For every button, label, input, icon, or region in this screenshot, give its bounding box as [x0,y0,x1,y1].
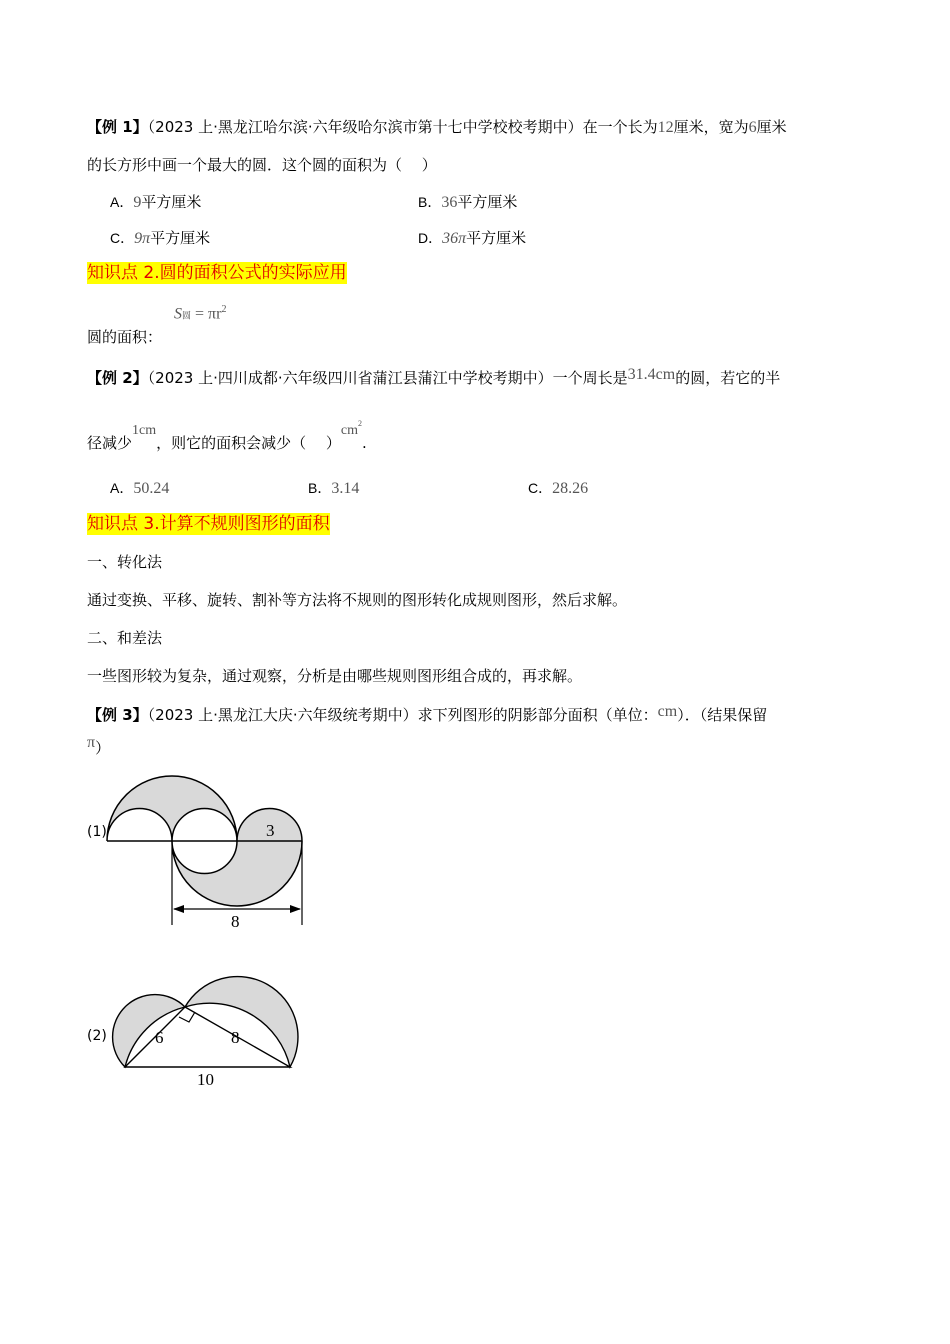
figure-2-side-b: 8 [231,1028,240,1047]
example-2-line-2: 径减少1cm，则它的面积会减少（ ）$cm^2$. [87,419,367,452]
example-1-source: （2023 上·黑龙江哈尔滨·六年级哈尔滨市第十七中学校校考期中）在一个长为 [147,118,658,136]
example-2-unit: cm [340,423,359,438]
example-2-option-b[interactable]: B．3.14 [308,480,360,497]
example-1-width: 6 [748,119,757,136]
example-3-unit: cm [657,703,678,720]
method-2-title: 二、和差法 [87,629,163,647]
figure-2-label: (2) [87,1028,107,1044]
figure-1-lower-shaded-region [172,809,302,906]
example-1-line-2: 的长方形中画一个最大的圆．这个圆的面积为（ ） [87,156,437,174]
example-1-length: 12 [657,119,674,136]
example-1-option-a[interactable]: A．9平方厘米 [110,193,202,211]
knowledge-point-2-heading: 知识点 2.圆的面积公式的实际应用 [87,263,347,283]
example-1-option-c[interactable]: C．9π平方厘米 [110,229,211,247]
figure-1-diagram [100,755,310,935]
knowledge-point-3-heading: 知识点 3.计算不规则图形的面积 [87,514,330,534]
figure-2-side-a: 6 [155,1028,164,1047]
method-1-title: 一、转化法 [87,553,163,571]
example-2-tag: 【例 2】 [87,369,148,387]
example-1-tag: 【例 1】 [87,118,148,136]
figure-2-base: 10 [197,1070,214,1089]
example-3-tag: 【例 3】 [87,706,148,724]
example-1-end: 厘米 [756,118,787,136]
figure-1-upper-shaded-region [107,776,237,841]
area-formula-label: 圆的面积： [87,328,163,346]
method-2-description: 一些图形较为复杂，通过观察，分析是由哪些规则图形组合成的，再求解。 [87,667,583,685]
method-1-description: 通过变换、平移、旋转、割补等方法将不规则的图形转化成规则图形，然后求解。 [87,591,628,609]
example-2-perimeter: 31.4cm [627,366,676,383]
example-2-option-c[interactable]: C．28.26 [528,480,589,497]
example-1-line-1 [87,117,787,138]
example-3-line-1: 【例 3】（2023 上·黑龙江大庆·六年级统考期中）求下列图形的阴影部分面积（单位：cm）．（结果保留 [87,703,768,724]
figure-1-dim-top: 3 [266,821,275,840]
example-2-line-1: 【例 2】（2023 上·四川成都·六年级四川省蒲江县蒲江中学校考期中）一个周长是31.4cm的圆，若它的半 [87,366,781,387]
example-3-line-2: π） [87,734,111,757]
figure-1-label: (1) [87,824,107,840]
example-2-decrease: 1cm [132,423,157,438]
area-formula: S圆 = $\pi r^2$ [174,304,227,323]
example-1-option-b[interactable]: B．36平方厘米 [418,193,518,211]
figure-1-arrow-right [290,905,301,913]
figure-1-arrow-left [173,905,184,913]
example-2-option-a[interactable]: A．50.24 [110,480,170,497]
figure-2-diagram [100,955,320,1095]
example-1-option-d[interactable]: D．36π平方厘米 [418,229,527,247]
figure-1-dim-bottom: 8 [231,912,240,931]
example-1-mid: 厘米，宽为 [673,118,749,136]
